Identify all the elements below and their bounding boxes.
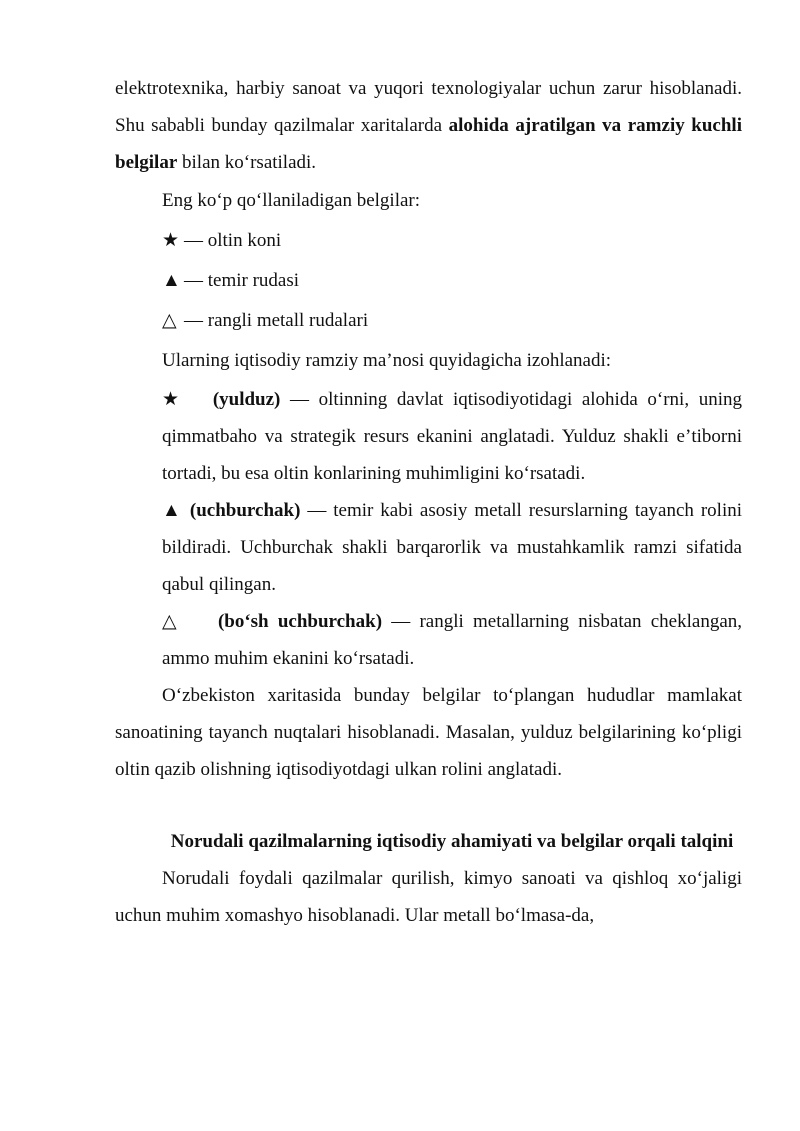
- document-page: [115, 70, 742, 934]
- bold-phrase: alohida ajratilgan va ramziy kuchli belgilar: [115, 115, 742, 173]
- intro-paragraph: elektrotexnika, harbiy sanoat va yuqori texnologiyalar uchun zarur hisoblanadi. Shu sababli bunday qazilmalar xaritalarda alohida ajratilgan va ramziy kuchli belgilar bilan koʻrsatiladi.: [115, 78, 742, 173]
- sign-item-iron: ▲ — temir rudasi: [162, 261, 742, 301]
- hollow-triangle-icon: △: [162, 310, 177, 331]
- star-icon: ★: [162, 389, 184, 410]
- meaning-item-triangle: ▲ (uchburchak) — temir kabi asosiy metall resurslarning tayanch rolini bildiradi. Uchburchak shakli barqarorlik va mustahkamlik ramzi sifatida qabul qilingan.: [162, 500, 742, 595]
- signs-intro: Eng koʻp qoʻllaniladigan belgilar:: [162, 190, 421, 211]
- star-icon: ★: [162, 230, 180, 251]
- meaning-intro: Ularning iqtisodiy ramziy maʼnosi quyidagicha izohlanadi:: [162, 350, 612, 371]
- spacer: [115, 788, 742, 824]
- hollow-triangle-icon: △: [162, 611, 182, 632]
- sign-item-gold: ★ — oltin koni: [162, 221, 742, 261]
- sign-item-nonferrous: △ — rangli metall rudalari: [162, 301, 742, 341]
- filled-triangle-icon: ▲: [162, 270, 181, 291]
- uzbekistan-paragraph: Oʻzbekiston xaritasida bunday belgilar toʻplangan hududlar mamlakat sanoatining tayanch nuqtalari hisoblanadi. Masalan, yulduz belgilarining koʻpligi oltin qazib olishning iqtisodiyotdagi ulkan rolini anglatadi.: [115, 685, 742, 780]
- filled-triangle-icon: ▲: [162, 500, 183, 521]
- section-heading: Norudali qazilmalarning iqtisodiy ahamiyati va belgilar orqali talqini: [170, 831, 734, 852]
- meaning-item-star: ★ (yulduz) — oltinning davlat iqtisodiyotidagi alohida oʻrni, uning qimmatbaho va strategik resurs ekanini anglatadi. Yulduz shakli eʼtiborni tortadi, bu esa oltin konlarining muhimligini koʻrsatadi.: [162, 389, 742, 484]
- meaning-item-hollow-triangle: △ (boʻsh uchburchak) — rangli metallarning nisbatan cheklangan, ammo muhim ekanini koʻrsatadi.: [162, 611, 743, 669]
- last-paragraph: Norudali foydali qazilmalar qurilish, kimyo sanoati va qishloq xoʻjaligi uchun muhim xomashyo hisoblanadi. Ular metall boʻlmasa-da,: [115, 868, 742, 926]
